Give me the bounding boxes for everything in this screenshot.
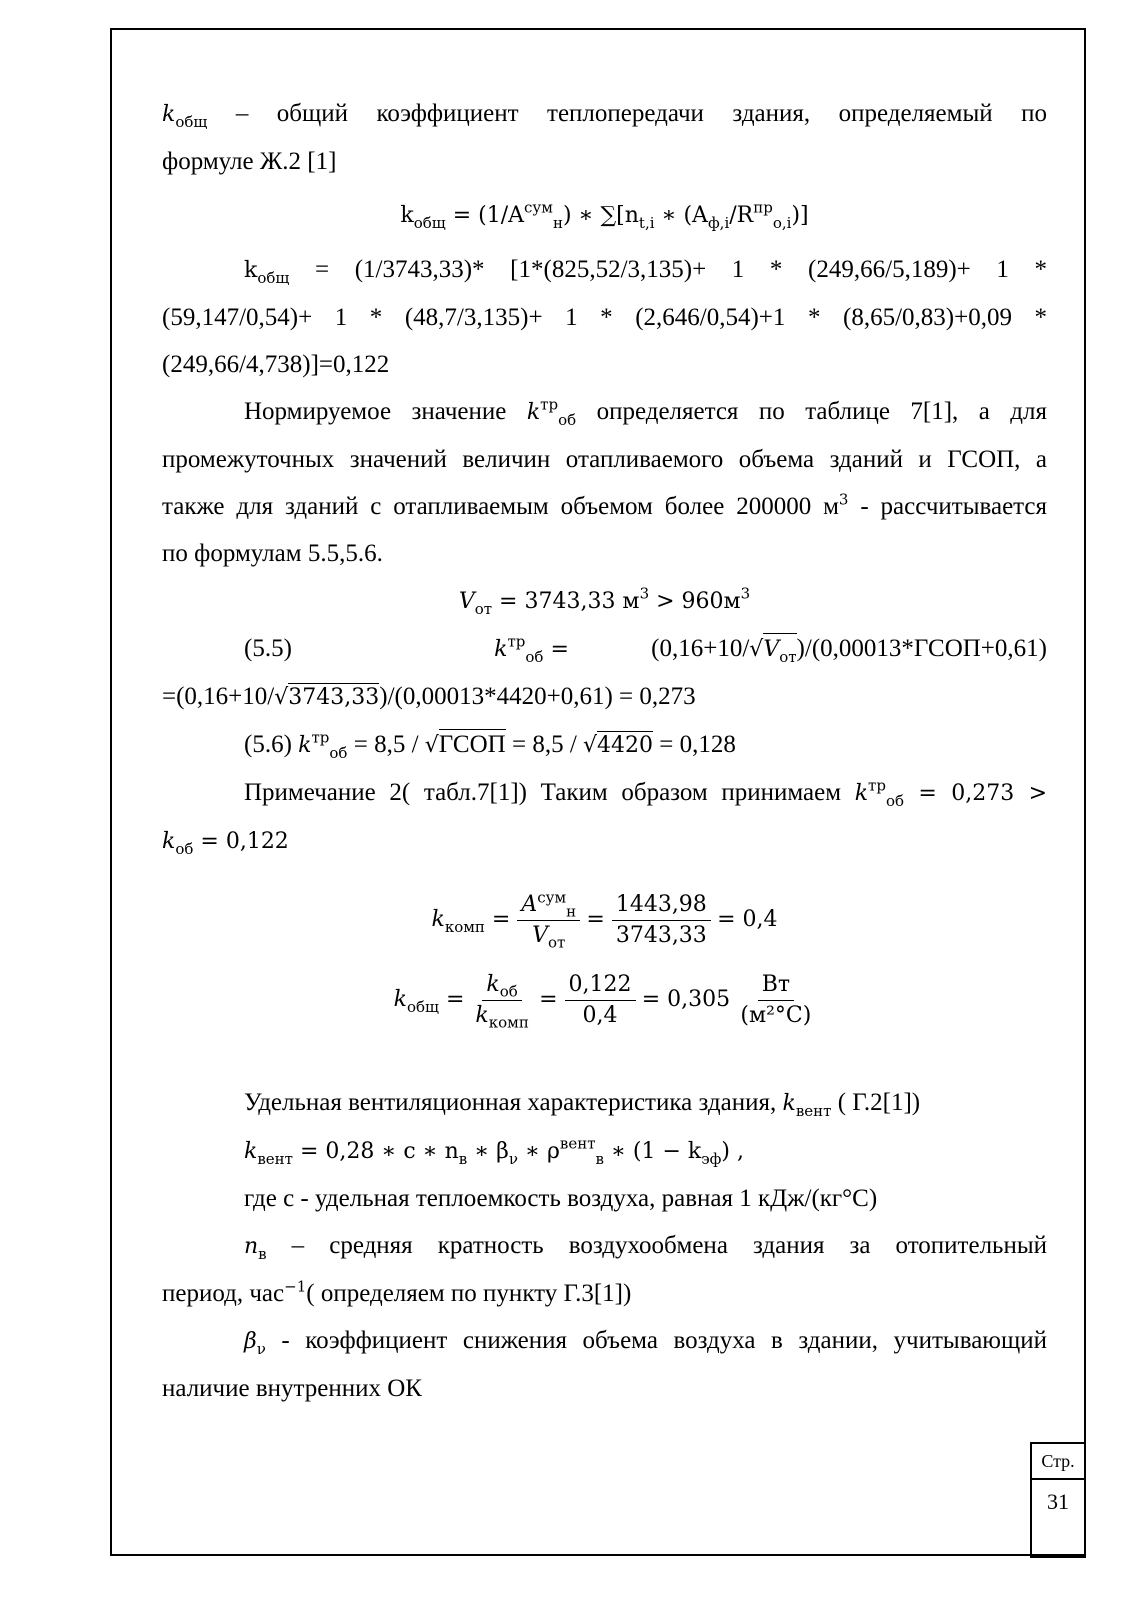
calc-line-3: (249,66/4,738)]=0,122 — [162, 351, 390, 378]
paragraph-beta: $\beta_\nu$ - коэффициент снижения объема воздуха в здании, учитывающий — [244, 1327, 1047, 1358]
paragraph-heat-capacity: где с - удельная теплоемкость воздуха, равная 1 кДж/(кг°С) — [244, 1185, 878, 1212]
paragraph-k-total: $k_{общ}$ – общий коэффициент теплопередачи здания, определяемый по — [162, 100, 1047, 131]
formula-ventilation: $k_{вент} = 0,28$ ∗ c ∗ $n_в$ ∗ $\beta_\nu$ ∗ $\rho^{вент}_в$ ∗ $(1 - k_{эф})$ , — [244, 1134, 744, 1168]
paragraph-normative-4: по формулам 5.5,5.6. — [162, 540, 383, 567]
formula-5-6: (5.6) $k^{тр}_{об} = 8,5$ / √ГСОП = 8,5 / √4420 = 0,128 — [244, 728, 736, 762]
formula-5-5-left: $k^{тр}_{об}$ = — [494, 632, 569, 666]
page-label: Стр. — [1030, 1442, 1086, 1480]
paragraph-note: Примечание 2( табл.7[1]) Таким образом принимаем $k^{тр}_{об} = 0,273$ > — [244, 776, 1048, 810]
fraction-unit: $\frac{Вт}{\text{(м²°С)}}$ — [740, 971, 812, 1028]
paragraph-beta-2: наличие внутренних ОК — [162, 1375, 422, 1402]
paragraph-air-exchange-2: период, час$^{-1}$( определяем по пункту Г.3[1]) — [162, 1277, 632, 1307]
page-number-stamp — [1030, 1442, 1086, 1556]
formula-volume: $V_{от} = 3743,33$ $м^3 > 960м^3$ — [458, 584, 751, 618]
calc-line-1: $k_{общ} = (1/3743,33)*$ [1*(825,52/3,135)+ 1 * (249,66/5,189)+ 1 * — [244, 256, 1047, 287]
paragraph-formula-ref: формуле Ж.2 [1] — [162, 148, 337, 175]
paragraph-note-2: $k_{об} = 0,122$ — [162, 829, 289, 858]
fraction-area-volume: $\frac{A^{сум}_н}{V_{от}}$ — [517, 890, 580, 951]
equation-number-5-5: (5.5) — [244, 635, 292, 662]
paragraph-normative: Нормируемое значение $k^{тр}_{об}$ определяется по таблице 7[1], а для — [244, 395, 1047, 429]
formula-k-total-result: $k_{общ}$ = $\frac{k_{об}}{k_{комп}}$ = $\frac{0,122}{0,4}$ = 0,305 $\frac{Вт}{\text{(м²°С)}}$ — [162, 959, 1047, 1039]
fraction-kob-kcomp: $\frac{k_{об}}{k_{комп}}$ — [475, 971, 529, 1032]
document-body — [162, 90, 1047, 1412]
formula-5-5 — [162, 625, 1047, 673]
paragraph-air-exchange: $n_в$ – средняя кратность воздухообмена здания за отопительный — [244, 1232, 1047, 1263]
formula-k-total: $k_{общ} = (1/A^{сум}_н)$ ∗ $\sum[n_{t,i}$ ∗ $(A_{ф,i}/R^{пр}_{о,i})$] — [400, 198, 809, 232]
calc-line-2: (59,147/0,54)+ 1 * (48,7/3,135)+ 1 * (2,646/0,54)+1 * (8,65/0,83)+0,09 * — [162, 304, 1047, 331]
fraction-values: $\frac{1443,98}{3743,33}$ — [612, 890, 711, 951]
paragraph-ventilation: Удельная вентиляционная характеристика здания, $k_{вент}$ ( Г.2[1]) — [244, 1089, 921, 1120]
formula-k-comp: $k_{комп}$ = $\frac{A^{сум}_н}{V_{от}}$ = $\frac{1443,98}{3743,33}$ = 0,4 — [431, 888, 778, 952]
paragraph-normative-2: промежуточных значений величин отапливаемого объема зданий и ГСОП, а — [162, 446, 1047, 473]
formula-5-5-right: $(0,16+10/√V_{от})/(0,00013*ГСОП+0,61)$ — [651, 635, 1047, 666]
fraction-values-2: $\frac{0,122}{0,4}$ — [565, 970, 636, 1031]
paragraph-normative-3: также для зданий с отапливаемым объемом более 200000 $м^3$ - рассчитывается — [162, 490, 1047, 520]
formula-5-5-result: =(0,16+10/√3743,33)/(0,00013*4420+0,61) = 0,273 — [162, 683, 696, 710]
page-number: 31 — [1030, 1480, 1086, 1558]
